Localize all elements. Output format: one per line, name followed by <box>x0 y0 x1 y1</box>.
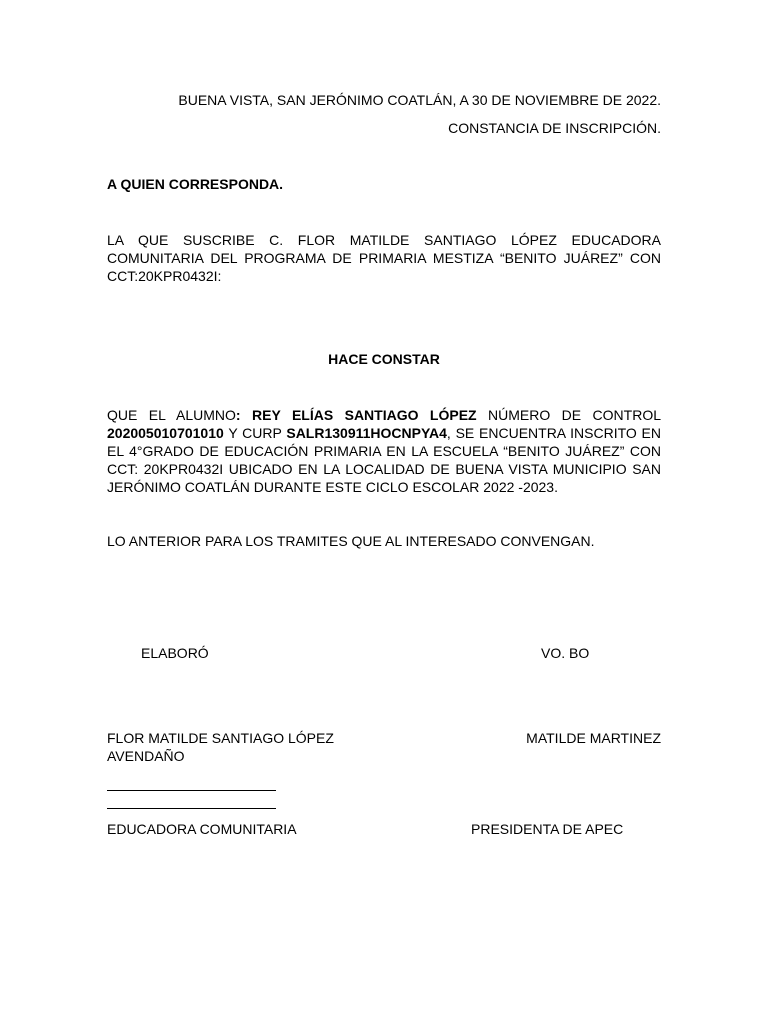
student-name: : REY ELÍAS SANTIAGO LÓPEZ <box>235 407 477 423</box>
salutation: A QUIEN CORRESPONDA. <box>107 176 284 192</box>
body-text-2a: Y CURP <box>223 425 287 441</box>
closing-statement: LO ANTERIOR PARA LOS TRAMITES QUE AL INTERESADO CONVENGAN. <box>107 533 595 549</box>
signer-right-name: MATILDE MARTINEZ <box>526 730 661 746</box>
body-line-1 <box>107 406 661 424</box>
intro-paragraph <box>107 231 661 285</box>
intro-line-3: CCT:20KPR0432I: <box>107 268 222 284</box>
curp-value: SALR130911HOCNPYA4 <box>286 425 447 441</box>
body-text-1a: QUE EL ALUMNO <box>107 407 236 423</box>
body-text-2b: , SE ENCUENTRA INSCRITO EN <box>446 425 661 441</box>
elaboro-label: ELABORÓ <box>141 645 209 661</box>
body-text-1b: NÚMERO DE CONTROL <box>476 407 661 423</box>
signer-left-name-line-1: FLOR MATILDE SANTIAGO LÓPEZ <box>107 730 334 746</box>
signer-right-role: PRESIDENTA DE APEC <box>471 821 624 837</box>
signature-line-2 <box>107 808 276 809</box>
signer-left-role: EDUCADORA COMUNITARIA <box>107 821 297 837</box>
body-line-5: JERÓNIMO COATLÁN DURANTE ESTE CICLO ESCOLAR 2022 -2023. <box>107 479 558 495</box>
place-date: BUENA VISTA, SAN JERÓNIMO COATLÁN, A 30 DE NOVIEMBRE DE 2022. <box>178 92 661 108</box>
signature-line-1 <box>107 790 276 791</box>
vobo-label: VO. BO <box>541 645 590 661</box>
body-line-3: EL 4°GRADO DE EDUCACIÓN PRIMARIA EN LA ESCUELA “BENITO JUÁREZ” CON <box>107 443 661 459</box>
body-line-4: CCT: 20KPR0432I UBICADO EN LA LOCALIDAD DE BUENA VISTA MUNICIPIO SAN <box>107 461 661 477</box>
body-line-2 <box>107 424 661 442</box>
intro-line-1: LA QUE SUSCRIBE C. FLOR MATILDE SANTIAGO LÓPEZ EDUCADORA <box>107 232 661 248</box>
intro-line-2: COMUNITARIA DEL PROGRAMA DE PRIMARIA MESTIZA “BENITO JUÁREZ” CON <box>107 250 661 266</box>
body-paragraph <box>107 406 661 496</box>
hace-constar-heading: HACE CONSTAR <box>328 351 440 367</box>
signer-left-name-line-2: AVENDAÑO <box>107 748 185 764</box>
control-number: 202005010701010 <box>107 425 224 441</box>
document-title: CONSTANCIA DE INSCRIPCIÓN. <box>448 120 661 136</box>
